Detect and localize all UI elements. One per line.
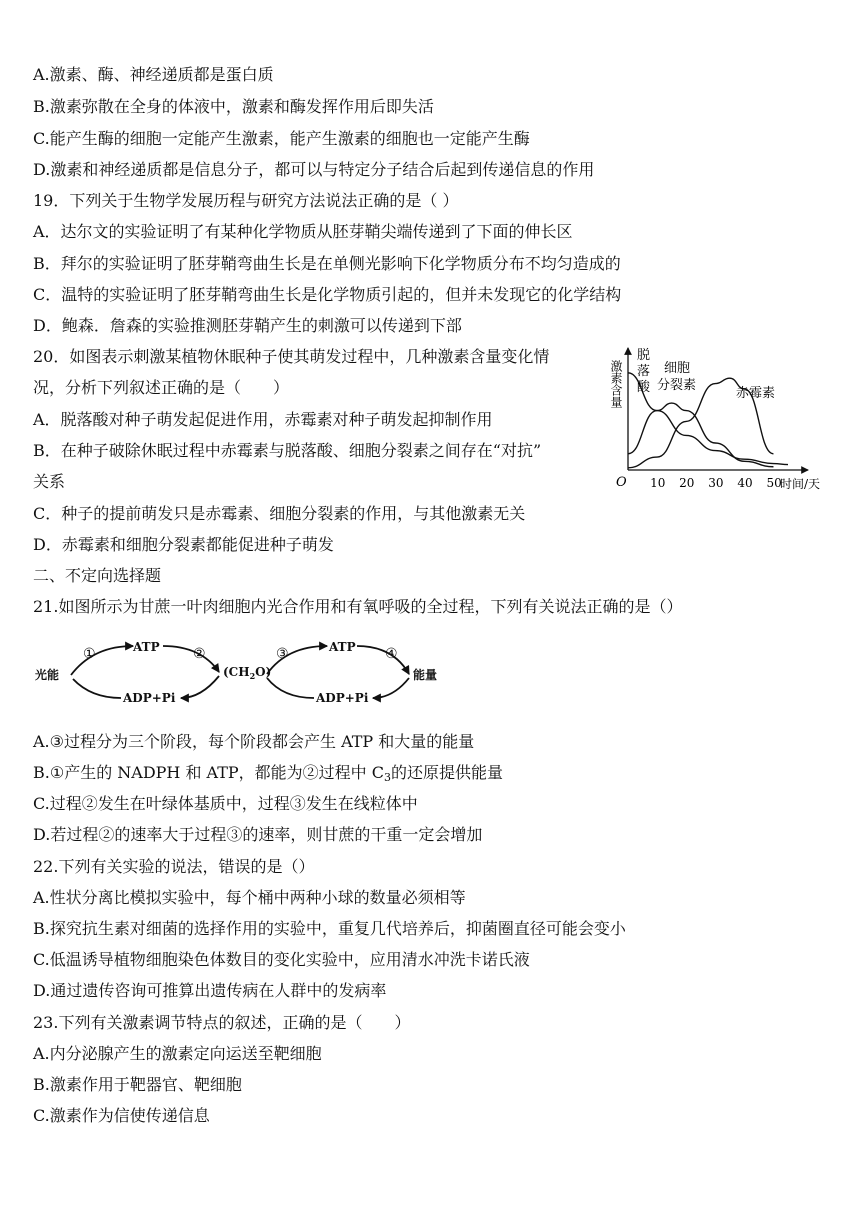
- q19-option-a: A．达尔文的实验证明了有某种化学物质从胚芽鞘尖端传递到了下面的伸长区: [33, 222, 573, 241]
- curve-series-1: [628, 403, 773, 467]
- q19-option-b: B．拜尔的实验证明了胚芽鞘弯曲生长是在单侧光影响下化学物质分布不均匀造成的: [33, 254, 621, 273]
- step-1: ①: [83, 646, 96, 662]
- q23-option-a: A.内分泌腺产生的激素定向运送至靶细胞: [33, 1044, 322, 1063]
- origin-label: O: [616, 475, 627, 490]
- q18-option-b: B.激素弥散在全身的体液中，激素和酶发挥作用后即失活: [33, 97, 434, 116]
- ch2o-label: $(CH_2O)$: [223, 665, 272, 681]
- x-tick-label: 50: [766, 476, 782, 490]
- q21-option-d: D.若过程②的速率大于过程③的速率，则甘蔗的干重一定会增加: [33, 825, 483, 844]
- q19-option-c: C．温特的实验证明了胚芽鞘弯曲生长是化学物质引起的，但并未发现它的化学结构: [33, 285, 622, 304]
- cycle-left-top: [71, 646, 133, 675]
- adp-label-left: ADP+Pi: [123, 691, 176, 705]
- q18-option-a: A.激素、酶、神经递质都是蛋白质: [33, 65, 274, 84]
- x-axis-unit: 时间/天: [780, 477, 821, 491]
- q22-option-a: A.性状分离比模拟实验中，每个桶中两种小球的数量必须相等: [33, 888, 466, 907]
- q20-option-b: B．在种子破除休眠过程中赤霉素与脱落酸、细胞分裂素之间存在“对抗”: [33, 441, 542, 460]
- cycle-right-bottom: [373, 678, 409, 698]
- svg-text:分裂素: 分裂素: [657, 378, 697, 393]
- q21-stem: 21.如图所示为甘蔗一叶肉细胞内光合作用和有氧呼吸的全过程，下列有关说法正确的是（）: [33, 597, 683, 616]
- step-3: ③: [276, 646, 289, 662]
- step-4: ④: [385, 646, 398, 662]
- q22-option-d: D.通过遗传咨询可推算出遗传病在人群中的发病率: [33, 981, 387, 1000]
- q18-option-c: C.能产生酶的细胞一定能产生激素，能产生激素的细胞也一定能产生酶: [33, 129, 530, 148]
- svg-text:落: 落: [637, 364, 651, 379]
- q23-stem: 23.下列有关激素调节特点的叙述，正确的是（ ）: [33, 1013, 411, 1032]
- cycle-right-bottom-l: [267, 678, 314, 698]
- atp-label-left: ATP: [133, 640, 160, 654]
- q21-option-b: B.①产生的 NADPH 和 ATP，都能为②过程中 $C_3$的还原提供能量: [33, 763, 504, 784]
- cycle-left-bottom: [181, 676, 219, 698]
- atp-label-right: ATP: [329, 640, 356, 654]
- cytokinin-label: [657, 361, 696, 393]
- x-tick-label: 20: [679, 476, 695, 490]
- x-tick-labels: [650, 476, 782, 490]
- svg-text:脱: 脱: [637, 348, 651, 363]
- q20-option-c: C．种子的提前萌发只是赤霉素、细胞分裂素的作用，与其他激素无关: [33, 504, 526, 523]
- aba-label: [637, 348, 651, 395]
- adp-label-right: ADP+Pi: [316, 691, 369, 705]
- hormone-chart: [608, 342, 838, 494]
- x-tick-label: 30: [708, 476, 724, 490]
- section-heading: 二、不定向选择题: [33, 566, 162, 585]
- energy-label: 能量: [413, 668, 438, 682]
- light-energy-label: 光能: [35, 668, 60, 682]
- q19-option-d: D．鲍森．詹森的实验推测胚芽鞘产生的刺激可以传递到下部: [33, 316, 462, 335]
- atp-cycle-diagram: [33, 632, 453, 708]
- cycle-left-top-r: [163, 646, 219, 672]
- svg-text:细胞: 细胞: [664, 361, 691, 376]
- cycle-left-bottom-l: [73, 679, 121, 698]
- q23-option-c: C.激素作为信使传递信息: [33, 1106, 210, 1125]
- q22-option-b: B.探究抗生素对细菌的选择作用的实验中，重复几代培养后，抑菌圈直径可能会变小: [33, 919, 626, 938]
- q20-option-d: D．赤霉素和细胞分裂素都能促进种子萌发: [33, 535, 334, 554]
- cycle-right-top-r: [357, 646, 409, 674]
- step-2: ②: [193, 646, 206, 662]
- svg-text:酸: 酸: [637, 380, 651, 395]
- q21-option-c: C.过程②发生在叶绿体基质中，过程③发生在线粒体中: [33, 794, 418, 813]
- gibberellin-label: 赤霉素: [736, 386, 776, 401]
- q22-option-c: C.低温诱导植物细胞染色体数目的变化实验中，应用清水冲洗卡诺氏液: [33, 950, 530, 969]
- q18-option-d: D.激素和神经递质都是信息分子，都可以与特定分子结合后起到传递信息的作用: [33, 160, 595, 179]
- q22-stem: 22.下列有关实验的说法，错误的是（）: [33, 857, 315, 876]
- q20-stem-line2: 况，分析下列叙述正确的是（ ）: [33, 378, 290, 397]
- q23-option-b: B.激素作用于靶器官、靶细胞: [33, 1075, 242, 1094]
- q20-stem-line1: 20．如图表示刺激某植物休眠种子使其萌发过程中，几种激素含量变化情: [33, 347, 550, 366]
- q20-option-a: A．脱落酸对种子萌发起促进作用，赤霉素对种子萌发起抑制作用: [33, 410, 493, 429]
- y-axis-label: 激素含量: [609, 360, 623, 408]
- x-tick-label: 10: [650, 476, 666, 490]
- x-tick-label: 40: [737, 476, 753, 490]
- q21-option-a: A.③过程分为三个阶段，每个阶段都会产生 ATP 和大量的能量: [33, 732, 475, 751]
- q19-stem: 19．下列关于生物学发展历程与研究方法说法正确的是（ ）: [33, 191, 459, 210]
- q20-option-b-cont: 关系: [33, 472, 66, 491]
